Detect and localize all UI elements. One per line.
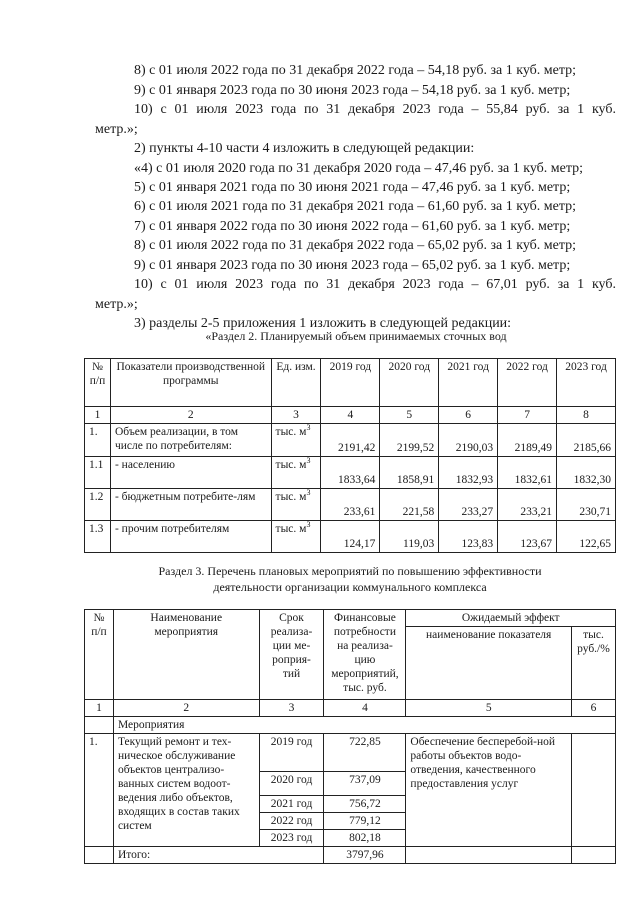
item-amount: 722,85 <box>324 734 406 772</box>
table-row <box>85 734 616 772</box>
row-name: - населению <box>110 457 271 489</box>
row-unit <box>271 489 321 521</box>
item-amount: 756,72 <box>324 796 406 813</box>
row-value: 221,58 <box>380 489 439 521</box>
amend-line: 3) разделы 2-5 приложения 1 изложить в следующей редакции: <box>134 316 512 331</box>
col-number: 1 <box>85 407 111 424</box>
row-name: Объем реализации, в том числе по потребителям: <box>110 424 271 457</box>
unit-text: тыс. м <box>275 459 307 471</box>
unit-superscript: 3 <box>306 423 311 433</box>
col-number: 7 <box>498 407 557 424</box>
table-row <box>85 489 616 521</box>
header-percent: тыс. руб./% <box>571 627 615 700</box>
column-number-row <box>85 700 616 717</box>
row-value: 233,27 <box>439 489 498 521</box>
row-value: 1833,64 <box>321 457 380 489</box>
header-term: Срок реализа-ции ме-роприя-тий <box>259 610 324 700</box>
col-number: 4 <box>321 407 380 424</box>
amend-line: 7) с 01 января 2022 года по 30 июня 2022 года – 61,60 руб. за 1 куб. метр; <box>134 219 571 234</box>
item-year: 2020 год <box>259 772 324 796</box>
table-row <box>85 457 616 489</box>
column-number-row <box>85 407 616 424</box>
col-number: 8 <box>557 407 616 424</box>
header-unit: Ед. изм. <box>271 359 321 407</box>
unit-superscript: 3 <box>306 520 311 530</box>
table-row <box>85 521 616 553</box>
row-value: 124,17 <box>321 521 380 553</box>
section3-caption: Раздел 3. Перечень плановых мероприятий по повышению эффективности <box>158 564 542 578</box>
section3-caption: деятельности организации коммунального комплекса <box>213 580 487 594</box>
header-indicator: Показатели производственной программы <box>110 359 271 407</box>
row-value: 2185,66 <box>557 424 616 457</box>
total-effect-cell <box>406 847 572 864</box>
amend-line: 2) пункты 4-10 части 4 изложить в следующей редакции: <box>134 141 475 156</box>
header-measure: Наименование мероприятия <box>113 610 259 700</box>
row-value: 233,61 <box>321 489 380 521</box>
col-number: 6 <box>571 700 615 717</box>
row-value: 1832,61 <box>498 457 557 489</box>
row-value: 2189,49 <box>498 424 557 457</box>
col-number: 1 <box>85 700 114 717</box>
amend-line: 10) с 01 июля 2023 года по 31 декабря 2023 года – 67,01 руб. за 1 куб. <box>134 277 616 292</box>
item-year: 2021 год <box>259 796 324 813</box>
amend-line: 5) с 01 января 2021 года по 30 июня 2021 года – 47,46 руб. за 1 куб. метр; <box>134 180 571 195</box>
amend-line: 10) с 01 июля 2023 года по 31 декабря 2023 года – 55,84 руб. за 1 куб. <box>134 102 616 117</box>
row-value: 1832,30 <box>557 457 616 489</box>
item-amount: 802,18 <box>324 830 406 847</box>
header-effect: Ожидаемый эффект <box>406 610 616 627</box>
item-num: 1. <box>85 734 114 847</box>
unit-superscript: 3 <box>306 488 311 498</box>
header-finance: Финансовые потребности на реализа-цию мероприятий, тыс. руб. <box>324 610 406 700</box>
amend-line: метр.»; <box>95 297 138 312</box>
row-value: 1858,91 <box>380 457 439 489</box>
table-header-row <box>85 610 616 627</box>
row-value: 230,71 <box>557 489 616 521</box>
item-effect: Обеспечение бесперебой-ной работы объектов водо-отведения, качественного предоставления услуг <box>406 734 572 847</box>
amend-line: 9) с 01 января 2023 года по 30 июня 2023 года – 65,02 руб. за 1 куб. метр; <box>134 258 571 273</box>
header-year: 2022 год <box>498 359 557 407</box>
item-year: 2023 год <box>259 830 324 847</box>
col-number: 5 <box>406 700 572 717</box>
row-value: 2191,42 <box>321 424 380 457</box>
total-label: Итого: <box>113 847 324 864</box>
row-value: 119,03 <box>380 521 439 553</box>
item-percent <box>571 734 615 847</box>
group-num-cell <box>85 717 114 734</box>
col-number: 6 <box>439 407 498 424</box>
row-num: 1.1 <box>85 457 111 489</box>
unit-text: тыс. м <box>275 491 307 503</box>
row-value: 2199,52 <box>380 424 439 457</box>
item-year: 2022 год <box>259 813 324 830</box>
col-number: 3 <box>271 407 321 424</box>
col-number: 2 <box>113 700 259 717</box>
amend-line: 9) с 01 января 2023 года по 30 июня 2023 года – 54,18 руб. за 1 куб. метр; <box>134 83 571 98</box>
header-num: № п/п <box>85 359 111 407</box>
total-row <box>85 847 616 864</box>
header-indicator: наименование показателя <box>406 627 572 700</box>
item-amount: 779,12 <box>324 813 406 830</box>
unit-superscript: 3 <box>306 456 311 466</box>
row-value: 123,83 <box>439 521 498 553</box>
header-year: 2021 год <box>439 359 498 407</box>
col-number: 3 <box>259 700 324 717</box>
group-label: Мероприятия <box>113 717 615 734</box>
header-num: № п/п <box>85 610 114 700</box>
amend-line: 6) с 01 июля 2021 года по 31 декабря 2021 года – 61,60 руб. за 1 куб. метр; <box>134 199 577 214</box>
section2-caption: «Раздел 2. Планируемый объем принимаемых сточных вод <box>205 329 507 343</box>
table-row <box>85 424 616 457</box>
total-num-cell <box>85 847 114 864</box>
row-value: 123,67 <box>498 521 557 553</box>
amend-line: «4) с 01 июля 2020 года по 31 декабря 2020 года – 47,46 руб. за 1 куб. метр; <box>134 161 584 176</box>
item-amount: 737,09 <box>324 772 406 796</box>
header-year: 2023 год <box>557 359 616 407</box>
col-number: 5 <box>380 407 439 424</box>
row-unit <box>271 424 321 457</box>
group-row <box>85 717 616 734</box>
col-number: 4 <box>324 700 406 717</box>
total-percent-cell <box>571 847 615 864</box>
section2-table <box>84 358 616 553</box>
total-value: 3797,96 <box>324 847 406 864</box>
row-value: 2190,03 <box>439 424 498 457</box>
row-num: 1.3 <box>85 521 111 553</box>
header-year: 2019 год <box>321 359 380 407</box>
row-unit <box>271 457 321 489</box>
unit-text: тыс. м <box>275 523 307 535</box>
table-header-row <box>85 359 616 407</box>
row-value: 122,65 <box>557 521 616 553</box>
row-name: - прочим потребителям <box>110 521 271 553</box>
amend-line: метр.»; <box>95 122 138 137</box>
col-number: 2 <box>110 407 271 424</box>
row-unit <box>271 521 321 553</box>
row-num: 1.2 <box>85 489 111 521</box>
row-name: - бюджетным потребите-лям <box>110 489 271 521</box>
item-year: 2019 год <box>259 734 324 772</box>
section3-table <box>84 609 616 864</box>
item-name: Текущий ремонт и тех-ническое обслуживание объектов централизо-ванных систем водоот-ведения либо объектов, входящих в состав таких систем <box>113 734 259 847</box>
unit-text: тыс. м <box>275 426 307 438</box>
amend-line: 8) с 01 июля 2022 года по 31 декабря 2022 года – 65,02 руб. за 1 куб. метр; <box>134 238 577 253</box>
header-year: 2020 год <box>380 359 439 407</box>
amend-line: 8) с 01 июля 2022 года по 31 декабря 2022 года – 54,18 руб. за 1 куб. метр; <box>134 63 577 78</box>
row-value: 233,21 <box>498 489 557 521</box>
row-value: 1832,93 <box>439 457 498 489</box>
row-num: 1. <box>85 424 111 457</box>
